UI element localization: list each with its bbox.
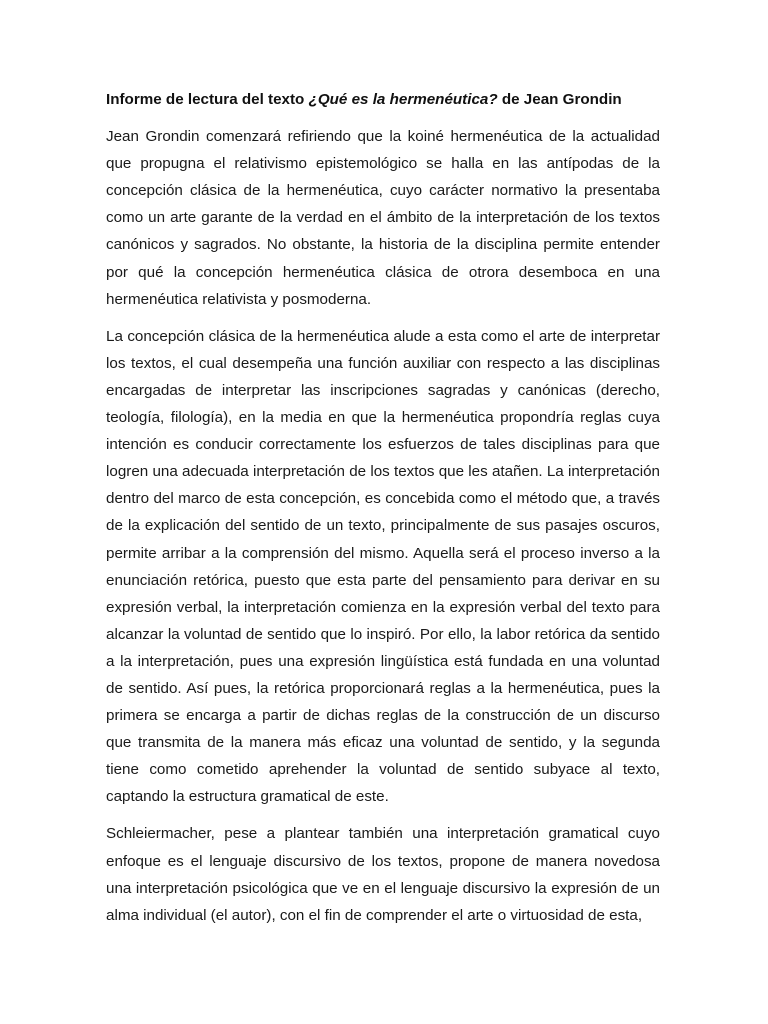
paragraph-1: Jean Grondin comenzará refiriendo que la koiné hermenéutica de la actualidad que propugna el relativismo epistemológico se halla en las antípodas de la concepción clásica de la hermenéutica, cuyo carácter normativo la presentaba como un arte garante de la verdad en el ámbito de la interpretación de los textos canónicos y sagrados. No obstante, la historia de la disciplina permite entender por qué la concepción hermenéutica clásica de otrora desemboca en una hermenéutica relativista y posmoderna. <box>106 128 660 308</box>
title-work: ¿Qué es la hermenéutica? <box>308 91 498 108</box>
document-title <box>106 86 660 113</box>
title-prefix: Informe de lectura del texto <box>106 91 309 108</box>
paragraph-2: La concepción clásica de la hermenéutica alude a esta como el arte de interpretar los textos, el cual desempeña una función auxiliar con respecto a las disciplinas encargadas de interpretar las inscripciones sagradas y canónicas (derecho, teología, filología), en la media en que la hermenéutica propondría reglas cuya intención es conducir correctamente los esfuerzos de tales disciplinas para que logren una adecuada interpretación de los textos que les atañen. La interpretación dentro del marco de esta concepción, es concebida como el método que, a través de la explicación del sentido de un texto, principalmente de sus pasajes oscuros, permite arribar a la comprensión del mismo. Aquella será el proceso inverso a la enunciación retórica, puesto que esta parte del pensamiento para derivar en su expresión verbal, la interpretación comienza en la expresión verbal del texto para alcanzar la voluntad de sentido que lo inspiró. Por ello, la labor retórica da sentido a la interpretación, pues una expresión lingüística está fundada en una voluntad de sentido. Así pues, la retórica proporcionará reglas a la hermenéutica, pues la primera se encarga a partir de dichas reglas de la construcción de un discurso que transmita de la manera más eficaz una voluntad de sentido, y la segunda tiene como cometido aprehender la voluntad de sentido subyace al texto, captando la estructura gramatical de este. <box>106 327 660 806</box>
document-body <box>106 86 660 939</box>
title-suffix: de Jean Grondin <box>497 91 622 108</box>
paragraph-3: Schleiermacher, pese a plantear también una interpretación gramatical cuyo enfoque es el lenguaje discursivo de los textos, propone de manera novedosa una interpretación psicológica que ve en el lenguaje discursivo la expresión de un alma individual (el autor), con el fin de comprender el arte o virtuosidad de esta, <box>106 825 660 924</box>
